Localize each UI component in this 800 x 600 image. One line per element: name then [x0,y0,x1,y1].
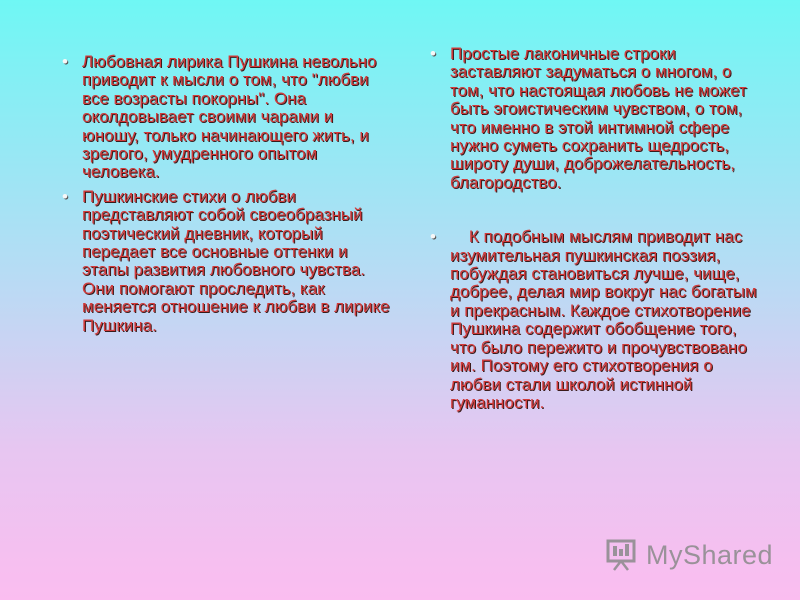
right-column [430,45,760,412]
watermark-logo [606,538,773,572]
paragraph-text: Любовная лирика Пушкина невольно приводит к мысли о том, что "любви все возрасты покорны". Она околдовывает своими чарами и юношу, только начинающего жить, и зрелого, умудренного опытом человека. [82,52,377,182]
watermark-text: MyShared [646,539,774,570]
list-item [62,53,392,182]
projector-screen-icon [606,538,640,572]
paragraph-text: К подобным мыслям приводит нас изумительная пушкинская поэзия, побуждая становиться лучше, чище, добрее, делая мир вокруг нас богатым и прекрасным. Каждое стихотворение Пушкина содержит обобщение того, что было пережито и прочувствовано им. Поэтому его стихотворения о любви стали школой истинной гуманности. [450,227,762,412]
list-item [62,188,392,335]
list-item [430,228,760,412]
paragraph-text: Простые лаконичные строки заставляют задуматься о многом, о том, что настоящая любовь не может быть эгоистическим чувством, о том, что именно в этой интимной сфере нужно суметь сохранить щедрость, широту души, доброжелательность, благородство. [450,44,747,192]
bullet-icon: • [430,227,436,247]
bullet-icon: • [430,44,436,63]
bullet-icon: • [62,52,68,71]
bullet-icon: • [62,186,68,206]
list-item [430,45,760,192]
paragraph-text: Пушкинские стихи о любви представляют собой своеобразный поэтический дневник, который передает все основные оттенки и этапы развития любовного чувства. Они помогают проследить, как меняется отношение к любви в лирике Пушкина. [82,186,390,335]
left-column [62,53,392,335]
